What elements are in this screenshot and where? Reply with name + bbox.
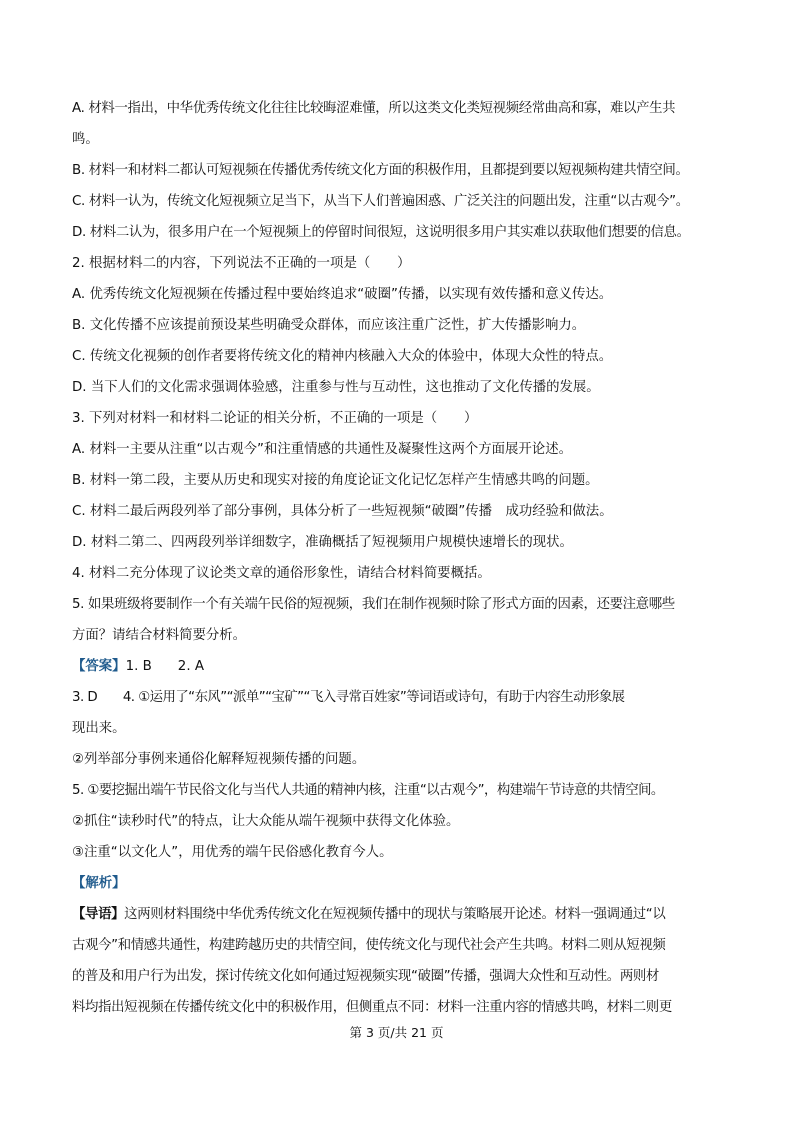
option-line: A. 优秀传统文化短视频在传播过程中要始终追求“破圈”传播，以实现有效传播和意义传达。 bbox=[72, 287, 613, 302]
option-line: D. 当下人们的文化需求强调体验感，注重参与性与互动性，这也推动了文化传播的发展。 bbox=[72, 380, 600, 395]
option-line: C. 传统文化视频的创作者要将传统文化的精神内核融入大众的体验中，体现大众性的特点。 bbox=[72, 349, 613, 364]
question-line: 3. 下列对材料一和材料二论证的相关分析，不正确的一项是（ ） bbox=[72, 411, 478, 426]
guide-text: 这两则材料围绕中华优秀传统文化在短视频传播中的现状与策略展开论述。材料一强调通过“以 bbox=[124, 907, 666, 922]
option-line: 鸣。 bbox=[72, 132, 99, 147]
analysis-label: 【解析】 bbox=[72, 876, 126, 891]
option-line: B. 材料一第二段，主要从历史和现实对接的角度论证文化记忆怎样产生情感共鸣的问题。 bbox=[72, 473, 599, 488]
option-line: A. 材料一主要从注重“以古观今”和注重情感的共通性及凝聚性这两个方面展开论述。 bbox=[72, 442, 572, 457]
answer-line: 5. ①要挖掘出端午节民俗文化与当代人共通的精神内核，注重“以古观今”，构建端午节诗意的共情空间。 bbox=[72, 783, 664, 798]
analysis-line: 料均指出短视频在传播传统文化中的积极作用，但侧重点不同：材料一注重内容的情感共鸣，材料二则更 bbox=[72, 1000, 672, 1015]
option-line: D. 材料二第二、四两段列举详细数字，准确概括了短视频用户规模快速增长的现状。 bbox=[72, 535, 573, 550]
analysis-line bbox=[72, 906, 742, 924]
question-line: 4. 材料二充分体现了议论类文章的通俗形象性，请结合材料简要概括。 bbox=[72, 566, 491, 581]
question-line: 5. 如果班级将要制作一个有关端午民俗的短视频，我们在制作视频时除了形式方面的因素，还要注意哪些 bbox=[72, 597, 675, 612]
answer-label: 【答案】 bbox=[72, 659, 126, 674]
answer-line: 现出来。 bbox=[72, 721, 126, 736]
question-line: 2. 根据材料二的内容，下列说法不正确的一项是（ ） bbox=[72, 256, 411, 271]
answer-line: 3. D 4. ①运用了“东风”“派单”“宝矿”“飞入寻常百姓家”等词语或诗句，有助于内容生动形象展 bbox=[72, 690, 625, 705]
option-line: A. 材料一指出，中华优秀传统文化往往比较晦涩难懂，所以这类文化类短视频经常曲高和寡，难以产生共 bbox=[72, 101, 676, 116]
answer-line: ②列举部分事例来通俗化解释短视频传播的问题。 bbox=[72, 752, 366, 767]
answer-line: ②抓住“读秒时代”的特点，让大众能从端午视频中获得文化体验。 bbox=[72, 814, 460, 829]
answer-item: 1. B bbox=[125, 659, 152, 674]
analysis-line: 的普及和用户行为出发，探讨传统文化如何通过短视频实现“破圈”传播，强调大众性和互动性。两则材 bbox=[72, 969, 659, 984]
analysis-header bbox=[72, 875, 742, 893]
answer-line: ③注重“以文化人”，用优秀的端午民俗感化教育今人。 bbox=[72, 845, 393, 860]
guide-label: 【导语】 bbox=[72, 907, 125, 922]
analysis-line: 古观今”和情感共通性，构建跨越历史的共情空间，使传统文化与现代社会产生共鸣。材料二则从短视频 bbox=[72, 938, 666, 953]
page-footer: 第 3 页/共 21 页 bbox=[349, 1025, 444, 1040]
option-line: C. 材料一认为，传统文化短视频立足当下，从当下人们普遍困惑、广泛关注的问题出发，注重“以古观今”。 bbox=[72, 194, 689, 209]
option-line: C. 材料二最后两段列举了部分事例，具体分析了一些短视频“破圈”传播 成功经验和做法。 bbox=[72, 504, 613, 519]
answer-item: 2. A bbox=[177, 659, 204, 674]
option-line: B. 材料一和材料二都认可短视频在传播优秀传统文化方面的积极作用，且都提到要以短视频构建共情空间。 bbox=[72, 163, 689, 178]
option-line: B. 文化传播不应该提前预设某些明确受众群体，而应该注重广泛性，扩大传播影响力。 bbox=[72, 318, 586, 333]
question-line: 方面？请结合材料简要分析。 bbox=[72, 628, 247, 643]
option-line: D. 材料二认为，很多用户在一个短视频上的停留时间很短，这说明很多用户其实难以获取他们想要的信息。 bbox=[72, 225, 690, 240]
answer-header-line bbox=[72, 658, 742, 676]
